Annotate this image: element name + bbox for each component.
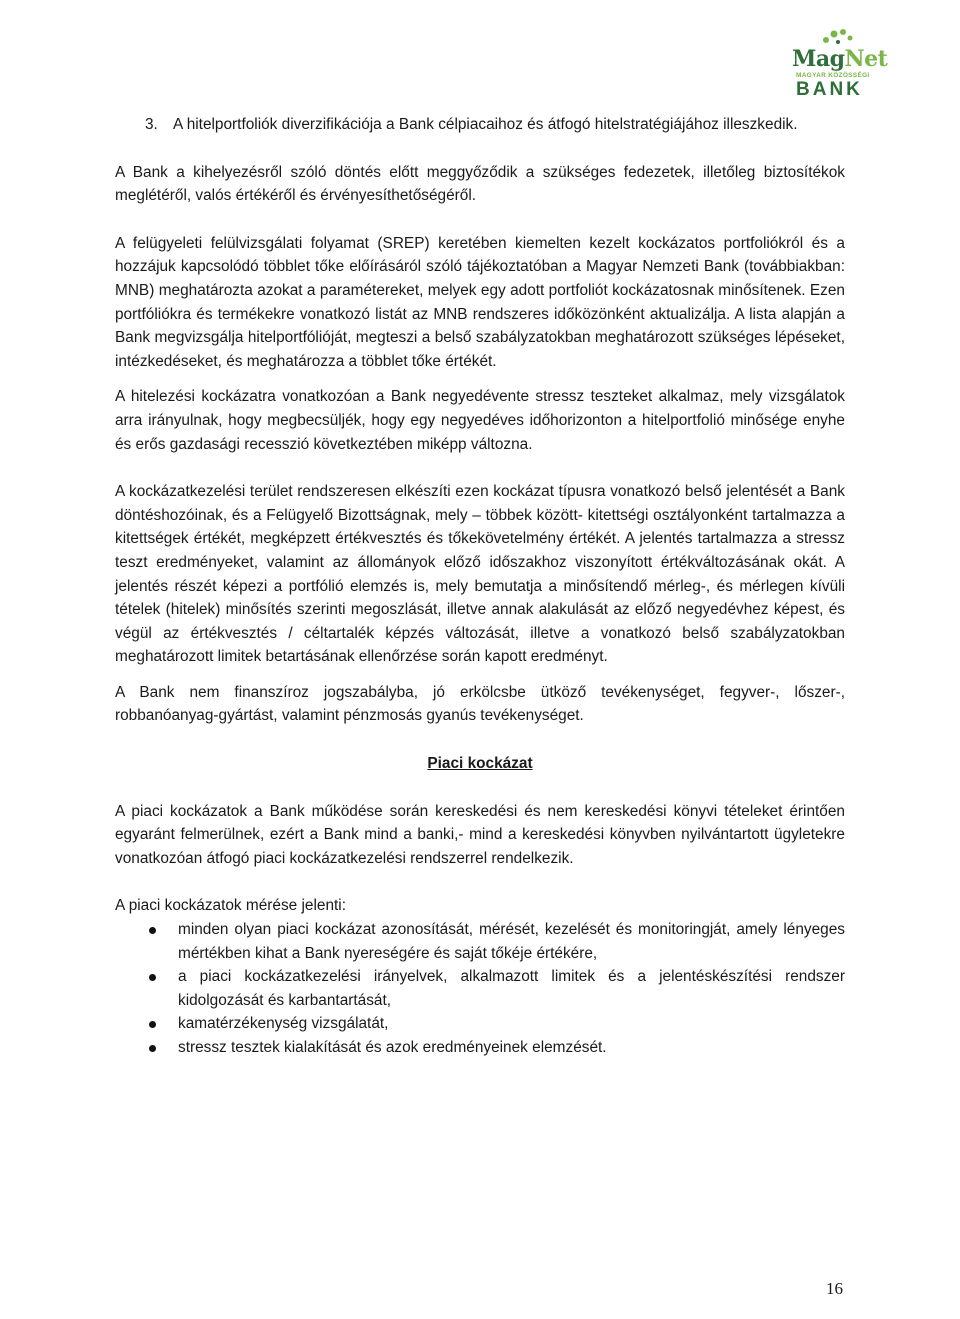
list-item: kamatérzékenység vizsgálatát, [115, 1012, 845, 1036]
list-item: minden olyan piaci kockázat azonosítását, mérését, kezelését és monitoringját, amely lényeges mértékben kihat a Bank nyereségére és saját tőkéje értékére, [115, 918, 845, 965]
bullet-icon [149, 1045, 156, 1052]
leaf-icon [820, 28, 860, 48]
magnet-bank-logo [790, 28, 888, 100]
paragraph-collateral: A Bank a kihelyezésről szóló döntés előtt meggyőződik a szükséges fedezetek, illetőleg biztosítékok meglétéről, valós értékéről és érvényesíthetőségéről. [115, 163, 845, 205]
paragraph-risk-report: A kockázatkezelési terület rendszeresen elkészíti ezen kockázat típusra vonatkozó belső jelentését a Bank döntéshozóinak, és a Felügyelő Bizottságnak, mely – többek között- kitettségi osztályonként tartalmazza a kitettségek értékét, megképzett értékvesztés és tőkekövetelmény értékét. A jelentés tartalmazza a stressz teszt eredményeket, valamint az állományok előző időszakhoz viszonyított értékváltozásának okát. A jelentés részét képezi a portfólió elemzés is, mely bemutatja a minősítendő mérleg-, és mérlegen kívüli tételek (hitelek) minősítés szerinti megoszlását, illetve annak alakulását az előző negyedévhez képest, és végül az értékvesztés / céltartalék képzés változását, illetve a vonatkozó belső szabályzatokban meghatározott limitek betartásának ellenőrzése során kapott eredményt. [115, 483, 845, 666]
document-body [115, 113, 845, 1060]
paragraph-stress-test: A hitelezési kockázatra vonatkozóan a Bank negyedévente stressz teszteket alkalmaz, mely vizsgálatok arra irányulnak, hogy megbecsüljék, hogy egy negyedéves időhorizonton a hitelportfolió minősége enyhe és erős gazdasági recesszió következtében miképp változna. [115, 388, 845, 453]
item-text: A hitelportfoliók diverzifikációja a Bank célpiacaihoz és átfogó hitelstratégiájához illeszkedik. [173, 116, 798, 133]
bullet-list [115, 918, 845, 1060]
list-item: a piaci kockázatkezelési irányelvek, alkalmazott limitek és a jelentéskészítési rendszer kidolgozását és karbantartását, [115, 965, 845, 1012]
paragraph-market-risk: A piaci kockázatok a Bank működése során kereskedési és nem kereskedési könyvi tételeket érintően egyaránt felmerülnek, ezért a Bank mind a banki,- mind a kereskedési könyvben nyilvántartott ügyletekre vonatkozóan átfogó piaci kockázatkezelési rendszerrel rendelkezik. [115, 802, 845, 867]
page-number: 16 [826, 1279, 843, 1298]
item-number: 3. [145, 116, 158, 133]
logo-bank: BANK [796, 79, 863, 100]
section-heading-market-risk: Piaci kockázat [427, 755, 533, 773]
numbered-item-3 [145, 113, 845, 137]
logo-subtitle: MAGYAR KÖZÖSSÉGI [796, 72, 870, 79]
paragraph-srep: A felügyeleti felülvizsgálati folyamat (SREP) keretében kiemelten kezelt kockázatos portfoliókról és a hozzájuk kapcsolódó többlet tőke előírásáról szóló tájékoztatóban a Magyar Nemzeti Bank (továbbiakban: MNB) meghatározta azokat a paramétereket, melyek egy adott portfoliót kockázatosnak minősítenek. Ezen portfóliókra és termékekre vonatkozó listát az MNB rendszeres időközönként aktualizálja. A lista alapján a Bank megvizsgálja hitelportfólióját, megteszi a belső szabályzatokban meghatározott szükséges lépéseket, intézkedéseket, és meghatározza a többlet tőke értékét. [115, 234, 845, 370]
list-item: stressz tesztek kialakítását és azok eredményeinek elemzését. [115, 1036, 845, 1060]
bullet-icon [149, 1021, 156, 1028]
bullet-icon [149, 927, 156, 934]
paragraph-market-risk-measurement: A piaci kockázatok mérése jelenti: [115, 897, 346, 915]
paragraph-financing-policy: A Bank nem finanszíroz jogszabályba, jó erkölcsbe ütköző tevékenységet, fegyver-, lőszer-, robbanóanyag-gyártást, valamint pénzmosás gyanús tevékenységet. [115, 683, 845, 725]
logo-name: MagNet [792, 46, 888, 72]
bullet-icon [149, 974, 156, 981]
